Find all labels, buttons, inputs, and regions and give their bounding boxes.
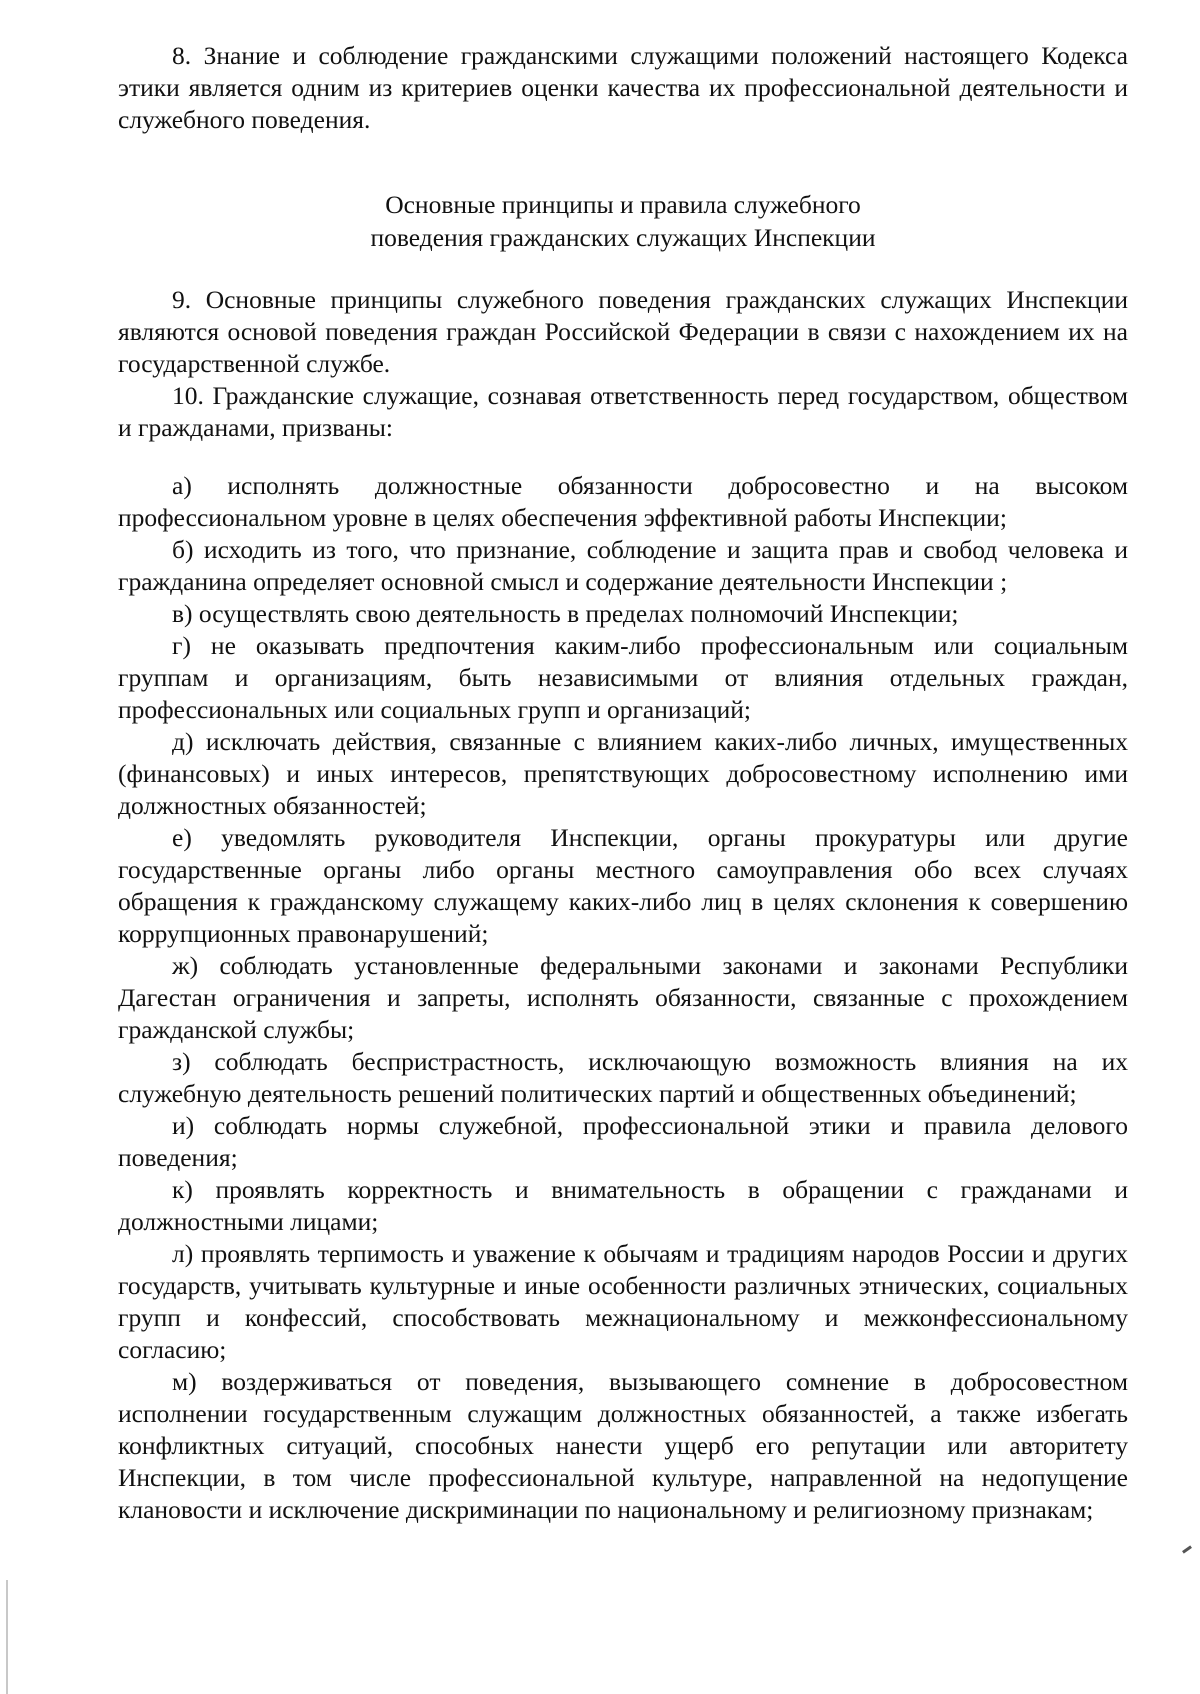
list-item-k: к) проявлять корректность и внимательность в обращении с гражданами и должностными лицами; <box>118 1175 1128 1236</box>
list-item-d: д) исключать действия, связанные с влиянием каких-либо личных, имущественных (финансовых) и иных интересов, препятствующих добросовестному исполнению ими должностных обязанностей; <box>118 727 1128 820</box>
section-heading <box>118 188 1128 254</box>
list-item-i: и) соблюдать нормы служебной, профессиональной этики и правила делового поведения; <box>118 1111 1128 1172</box>
section-heading-line-1: Основные принципы и правила служебного <box>385 190 861 219</box>
section-heading-line-2: поведения гражданских служащих Инспекции <box>370 223 876 252</box>
list-item-g: г) не оказывать предпочтения каким-либо профессиональным или социальным группам и организациям, быть независимыми от влияния отдельных граждан, профессиональных или социальных групп и организаций; <box>118 631 1128 724</box>
list-item-z: з) соблюдать беспристрастность, исключающую возможность влияния на их служебную деятельность решений политических партий и общественных объединений; <box>118 1047 1128 1108</box>
paragraph-10: 10. Гражданские служащие, сознавая ответственность перед государством, обществом и гражданами, призваны: <box>118 381 1128 442</box>
list-item-l: л) проявлять терпимость и уважение к обычаям и традициям народов России и других государств, учитывать культурные и иные особенности различных этнических, социальных групп и конфессий, способствовать межнациональному и межконфессиональному согласию; <box>118 1239 1128 1364</box>
list-item-v: в) осуществлять свою деятельность в пределах полномочий Инспекции; <box>172 599 959 628</box>
list-item-b: б) исходить из того, что признание, соблюдение и защита прав и свобод человека и гражданина определяет основной смысл и содержание деятельности Инспекции ; <box>118 535 1128 596</box>
list-item-m: м) воздерживаться от поведения, вызывающего сомнение в добросовестном исполнении государственным служащим должностных обязанностей, а также избегать конфликтных ситуаций, способных нанести ущерб его репутации или авторитету Инспекции, в том числе профессиональной культуре, направленной на недопущение клановости и исключение дискриминации по национальному и религиозному признакам; <box>118 1367 1128 1524</box>
paragraph-9: 9. Основные принципы служебного поведения гражданских служащих Инспекции являются основой поведения граждан Российской Федерации в связи с нахождением их на государственной службе. <box>118 285 1128 378</box>
list-item-a: а) исполнять должностные обязанности добросовестно и на высоком профессиональном уровне в целях обеспечения эффективной работы Инспекции; <box>118 471 1128 532</box>
list-item-zh: ж) соблюдать установленные федеральными законами и законами Республики Дагестан ограничения и запреты, исполнять обязанности, связанные с прохождением гражданской службы; <box>118 951 1128 1044</box>
paragraph-8: 8. Знание и соблюдение гражданскими служащими положений настоящего Кодекса этики является одним из критериев оценки качества их профессиональной деятельности и служебного поведения. <box>118 41 1128 134</box>
list-item-e: е) уведомлять руководителя Инспекции, органы прокуратуры или другие государственные органы либо органы местного самоуправления обо всех случаях обращения к гражданскому служащему каких-либо лиц в целях склонения к совершению коррупционных правонарушений; <box>118 823 1128 948</box>
scan-margin-line <box>6 1580 8 1694</box>
